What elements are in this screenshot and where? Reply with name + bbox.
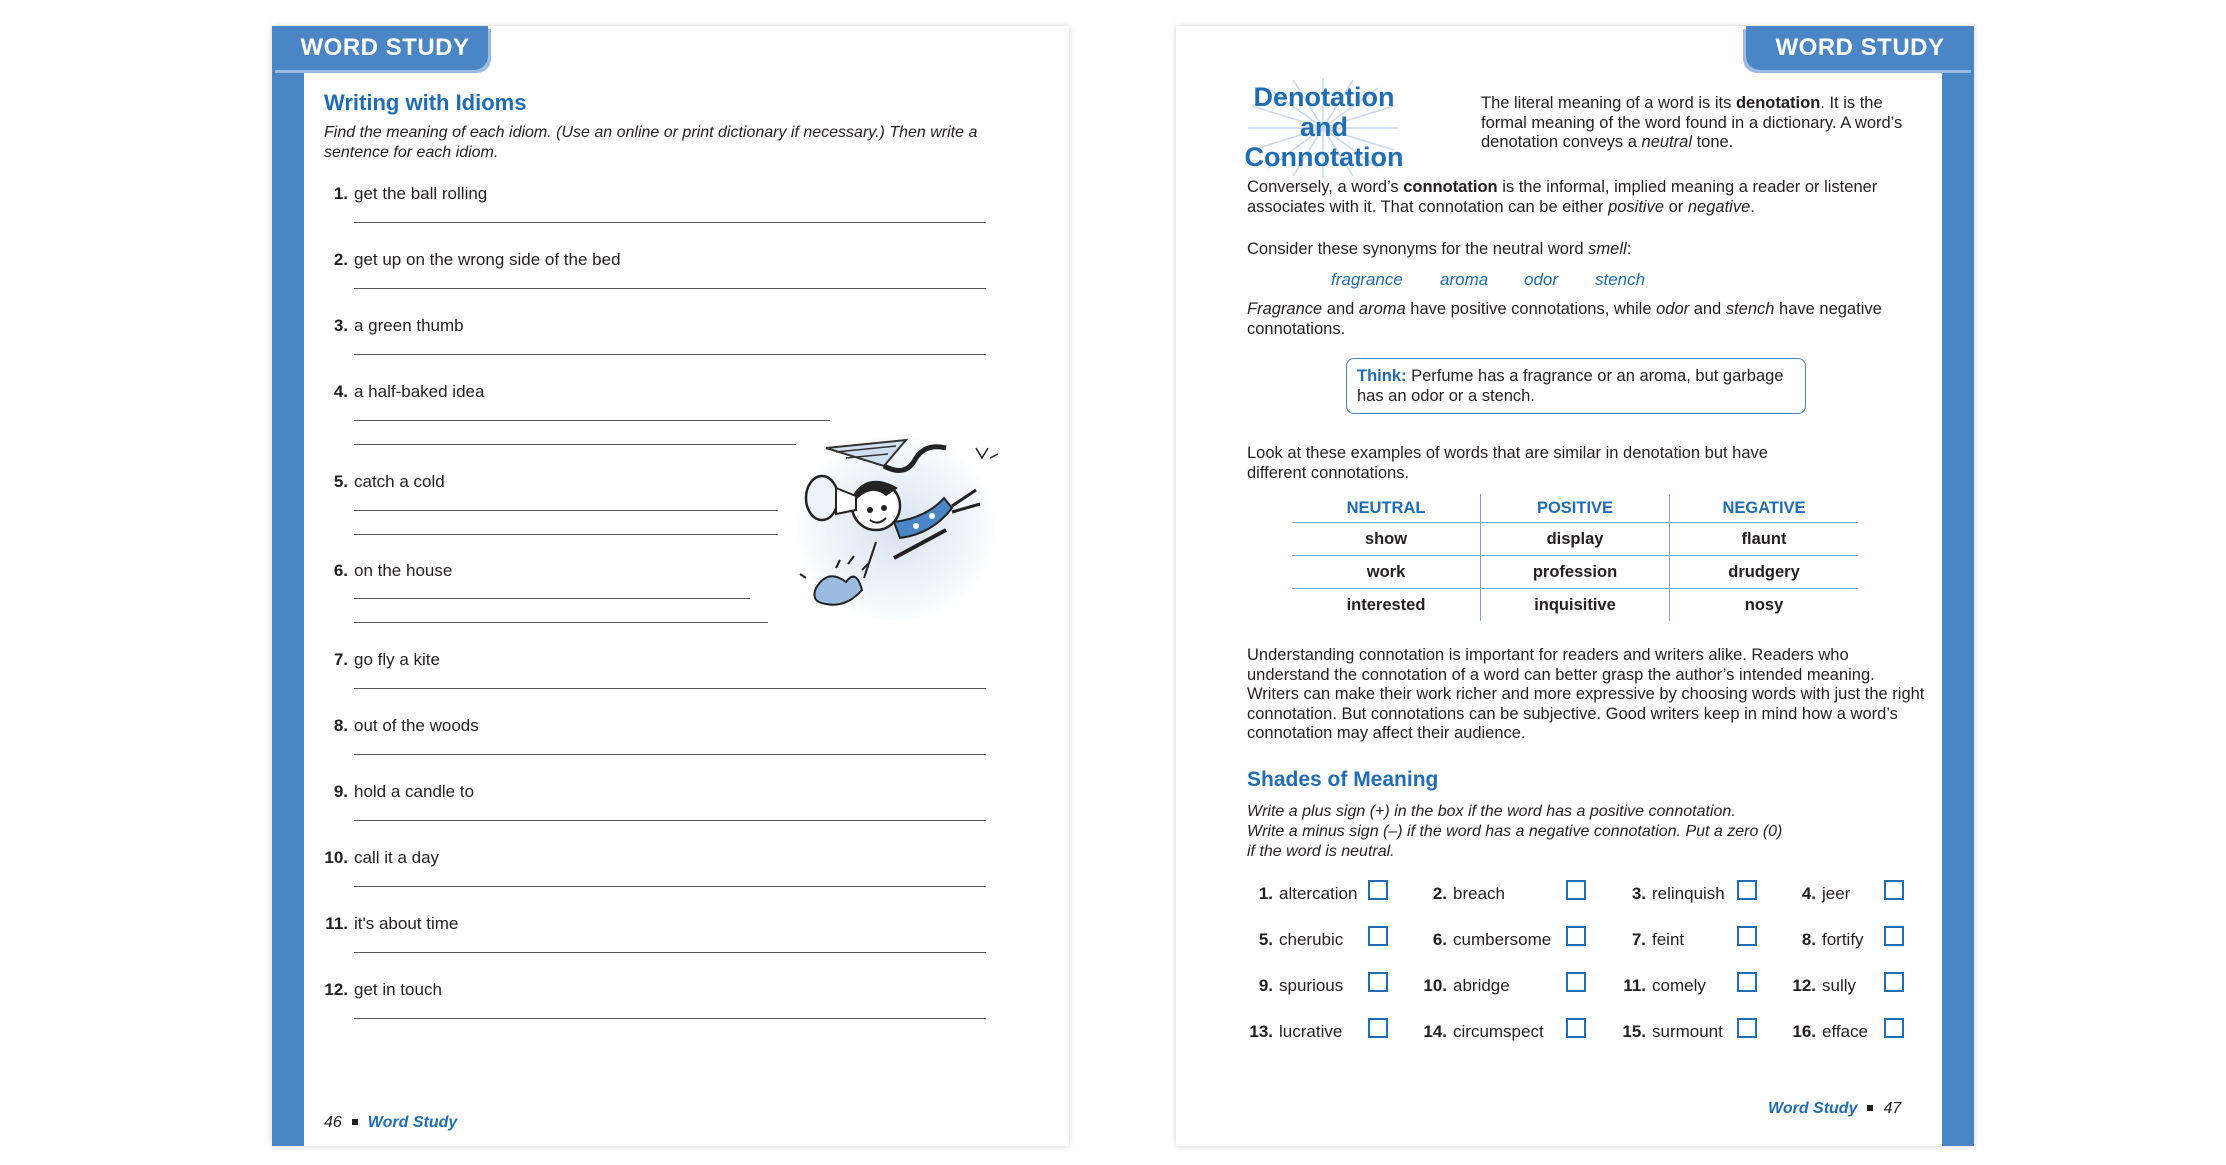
writing-with-idioms-heading: Writing with Idioms	[324, 90, 527, 115]
synonym-word: fragrance	[1331, 270, 1403, 289]
answer-line[interactable]	[354, 688, 986, 689]
idiom-item: 8. out of the woods	[333, 716, 479, 735]
idioms-instructions: Find the meaning of each idiom. (Use an online or print dictionary if necessary.) Then write a sentence for each idiom.	[324, 124, 978, 161]
answer-checkbox[interactable]	[1737, 926, 1757, 946]
left-page	[272, 26, 1069, 1146]
answer-line[interactable]	[354, 622, 768, 623]
answer-line[interactable]	[354, 444, 796, 445]
answer-checkbox[interactable]	[1566, 926, 1586, 946]
idiom-item: 1. get the ball rolling	[333, 184, 488, 203]
table-cell: show	[1292, 523, 1481, 556]
idiom-item: 10. call it a day	[324, 848, 440, 867]
answer-line[interactable]	[354, 820, 986, 821]
idiom-item: 12. get in touch	[324, 980, 442, 999]
answer-checkbox[interactable]	[1884, 926, 1904, 946]
answer-line[interactable]	[354, 510, 778, 511]
left-margin-strip	[272, 26, 304, 1146]
shade-word-item: 11. comely	[1623, 976, 1706, 995]
answer-checkbox[interactable]	[1368, 880, 1388, 900]
table-cell: interested	[1346, 595, 1426, 614]
answer-line[interactable]	[354, 1018, 986, 1019]
shade-word-item: 13. lucrative	[1249, 1022, 1343, 1041]
idiom-item: 3. a green thumb	[333, 316, 464, 335]
answer-line[interactable]	[354, 288, 986, 289]
consider-synonyms: Consider these synonyms for the neutral word smell:	[1247, 240, 1632, 258]
table-cell: display	[1481, 523, 1670, 556]
shades-of-meaning-heading: Shades of Meaning	[1247, 768, 1439, 791]
shade-word-item: 5. cherubic	[1258, 930, 1344, 949]
answer-line[interactable]	[354, 754, 986, 755]
kid-eye	[867, 507, 873, 513]
answer-checkbox[interactable]	[1737, 1018, 1757, 1038]
bird-marks	[976, 448, 998, 458]
shade-word-item: 15. surmount	[1622, 1022, 1723, 1041]
shades-instructions: Write a plus sign (+) in the box if the word has a positive connotation. Write a minus sign (–) if the word has a negative connotation. Put a zero (0) if the word is neutral.	[1247, 803, 1783, 860]
synonym-word: aroma	[1440, 270, 1489, 289]
kite-flyer-illustration	[776, 418, 1006, 668]
shade-word-item: 10. abridge	[1423, 976, 1510, 995]
column-header: NEUTRAL	[1292, 494, 1481, 523]
table-header-row	[1292, 494, 1858, 523]
fragrance-note: Fragrance and aroma have positive connotations, while odor and stench have negative connotations.	[1247, 300, 1882, 338]
idiom-item: 11. it's about time	[325, 914, 459, 933]
answer-checkbox[interactable]	[1884, 972, 1904, 992]
denotation-intro: The literal meaning of a word is its denotation. It is the formal meaning of the word found in a dictionary. A word’s denotation conveys a neutral tone.	[1481, 94, 1903, 151]
answer-checkbox[interactable]	[1566, 972, 1586, 992]
page-number: 47	[1883, 1100, 1902, 1117]
footer-bullet-icon	[352, 1119, 358, 1125]
right-page-footer	[1768, 1100, 1901, 1118]
answer-checkbox[interactable]	[1737, 880, 1757, 900]
look-examples-text: Look at these examples of words that are similar in denotation but have different connotations.	[1247, 444, 1768, 482]
table-cell: flaunt	[1670, 523, 1859, 556]
answer-checkbox[interactable]	[1368, 926, 1388, 946]
table-row	[1292, 556, 1858, 589]
idiom-item: 4. a half-baked idea	[333, 382, 485, 401]
answer-line[interactable]	[354, 534, 778, 535]
left-page-footer	[324, 1114, 457, 1132]
table-row	[1292, 589, 1858, 622]
answer-checkbox[interactable]	[1368, 972, 1388, 992]
synonym-word: odor	[1524, 270, 1559, 289]
shirt-dot	[913, 523, 919, 529]
kid-eye	[881, 505, 887, 511]
answer-checkbox[interactable]	[1368, 1018, 1388, 1038]
footer-label: Word Study	[367, 1114, 458, 1131]
answer-line[interactable]	[354, 222, 986, 223]
table-cell: drudgery	[1670, 556, 1859, 589]
answer-checkbox[interactable]	[1884, 880, 1904, 900]
table-cell: work	[1292, 556, 1481, 589]
right-page	[1176, 26, 1974, 1146]
connotation-paragraph: Conversely, a word’s connotation is the informal, implied meaning a reader or listener associates with it. That connotation can be either positive or negative.	[1247, 178, 1878, 216]
shade-word-item: 12. sully	[1792, 976, 1857, 995]
idiom-item: 5. catch a cold	[333, 472, 445, 491]
answer-checkbox[interactable]	[1566, 1018, 1586, 1038]
answer-line[interactable]	[354, 354, 986, 355]
word-study-tab: WORD STUDY	[272, 26, 488, 70]
shade-word-item: 2. breach	[1432, 884, 1505, 903]
idiom-item: 2. get up on the wrong side of the bed	[333, 250, 621, 269]
idiom-item: 7. go fly a kite	[333, 650, 440, 669]
idiom-item: 9. hold a candle to	[333, 782, 475, 801]
right-margin-strip	[1942, 26, 1974, 1146]
footer-label: Word Study	[1768, 1100, 1858, 1117]
answer-line[interactable]	[354, 886, 986, 887]
shade-word-item: 14. circumspect	[1423, 1022, 1544, 1041]
answer-line[interactable]	[354, 420, 830, 421]
megaphone-bell	[806, 476, 838, 520]
answer-checkbox[interactable]	[1566, 880, 1586, 900]
answer-checkbox[interactable]	[1884, 1018, 1904, 1038]
shade-word-item: 1. altercation	[1258, 884, 1358, 903]
shirt-dot	[929, 513, 935, 519]
table-cell: nosy	[1670, 589, 1859, 622]
table-cell: profession	[1481, 556, 1670, 589]
footer-bullet-icon	[1867, 1105, 1873, 1111]
shade-word-item: 4. jeer	[1801, 884, 1851, 903]
shade-word-item: 16. efface	[1792, 1022, 1869, 1041]
idiom-item: 6. on the house	[333, 561, 453, 580]
denotation-connotation-title: Denotation and Connotation	[1244, 82, 1404, 172]
shade-word-item: 6. cumbersome	[1432, 930, 1552, 949]
page-number: 46	[324, 1114, 342, 1131]
connotation-table	[1292, 494, 1858, 621]
shade-word-item: 8. fortify	[1801, 930, 1864, 949]
answer-line[interactable]	[354, 952, 986, 953]
column-header: POSITIVE	[1481, 494, 1670, 523]
shade-word-item: 3. relinquish	[1631, 884, 1725, 903]
understanding-paragraph: Understanding connotation is important for readers and writers alike. Readers who understand the connotation of a word can better grasp the author’s intended meaning. Writers can make their work richer and more expressive by choosing words with just the right connotation. But connotations can be subjective. Good writers keep in mind how a word’s connotation may affect their audience.	[1247, 646, 1925, 742]
synonym-word: stench	[1595, 270, 1646, 289]
word-study-tab: WORD STUDY	[1746, 26, 1974, 70]
shade-word-item: 9. spurious	[1258, 976, 1344, 995]
table-cell: inquisitive	[1481, 589, 1670, 622]
answer-checkbox[interactable]	[1737, 972, 1757, 992]
table-row	[1292, 523, 1858, 556]
shade-word-item: 7. feint	[1631, 930, 1685, 949]
think-callout: Think: Perfume has a fragrance or an aroma, but garbage has an odor or a stench.	[1346, 358, 1806, 414]
column-header: NEGATIVE	[1670, 494, 1859, 523]
answer-line[interactable]	[354, 598, 750, 599]
